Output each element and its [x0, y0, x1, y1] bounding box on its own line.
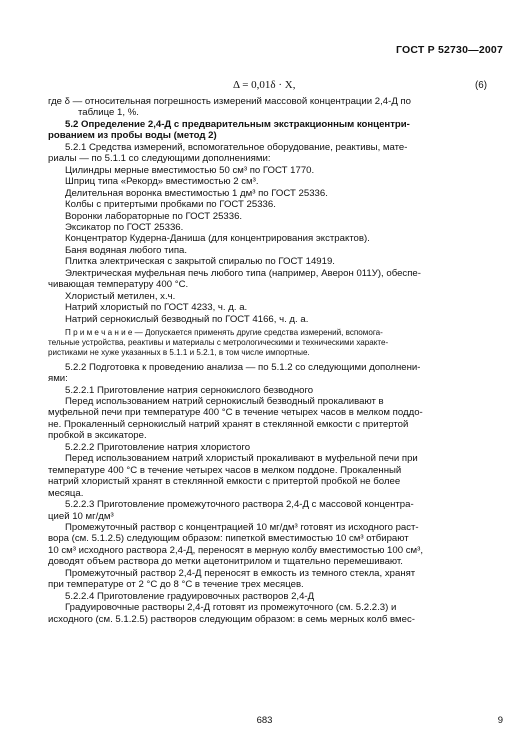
paragraph: 10 см³ исходного раствора 2,4-Д, переносят в мерную колбу вместимостью 100 см³, [48, 544, 423, 556]
list-item: Хлористый метилен, х.ч. [65, 290, 176, 302]
paragraph: вора (см. 5.1.2.5) следующим образом: пипеткой вместимостью 10 см³ отбирают [48, 533, 409, 545]
list-item: Натрий сернокислый безводный по ГОСТ 4166, ч. д. а. [65, 313, 309, 325]
list-item: Делительная воронка вместимостью 1 дм³ по ГОСТ 25336. [65, 187, 328, 199]
paragraph: где δ — относительная погрешность измерений массовой концентрации 2,4-Д по [48, 96, 412, 107]
note-line: тельные устройства, реактивы и материалы с метрологическими и техническими характе- [48, 338, 389, 348]
note-line: П р и м е ч а н и е — Допускается применять другие средства измерений, вспомога- [65, 328, 383, 338]
paragraph: исходного (см. 5.1.2.5) растворов следующим образом: в семь мерных колб вмес- [48, 613, 415, 625]
paragraph: 5.2.1 Средства измерений, вспомогательное оборудование, реактивы, мате- [65, 141, 408, 153]
page-number: 9 [497, 715, 503, 726]
subsection-heading: цией 10 мг/дм³ [48, 510, 114, 522]
subsection-heading: 5.2.2.2 Приготовление натрия хлористого [65, 441, 251, 453]
formula: Δ = 0,01δ · X, [233, 79, 296, 91]
list-item: Колбы с притертыми пробками по ГОСТ 25336. [65, 199, 276, 211]
list-item: Цилиндры мерные вместимостью 50 см³ по ГОСТ 1770. [65, 164, 315, 176]
paragraph: при температуре от 2 °С до 8 °С в течение трех месяцев. [48, 579, 304, 591]
list-item: Баня водяная любого типа. [65, 244, 188, 256]
note-line: ристиками не хуже указанных в 5.1.1 и 5.2.1, в том числе импортные. [48, 348, 310, 358]
section-heading: рованием из пробы воды (метод 2) [48, 130, 217, 142]
formula-number: (6) [475, 80, 487, 91]
list-item: Воронки лабораторные по ГОСТ 25336. [65, 210, 243, 222]
list-item: Натрий хлористый по ГОСТ 4233, ч. д. а. [65, 302, 248, 314]
paragraph: муфельной печи при температуре 400 °С в течение четырех часов в мелком поддо- [48, 407, 423, 419]
paragraph: Перед использованием натрий сернокислый безводный прокаливают в [65, 396, 384, 408]
standard-code: ГОСТ Р 52730—2007 [395, 44, 503, 56]
list-item: Электрическая муфельная печь любого типа (например, Аверон 011У), обеспе- [65, 267, 421, 279]
paragraph: риалы — по 5.1.1 со следующими дополнениями: [48, 153, 271, 165]
paragraph: доводят объем раствора до метки ацетонитрилом и тщательно перемешивают. [48, 556, 403, 568]
list-item: чивающая температуру 400 °С. [48, 279, 189, 291]
paragraph: пробкой в эксикаторе. [48, 430, 147, 442]
subsection-heading: 5.2.2.3 Приготовление промежуточного раствора 2,4-Д с массовой концентра- [65, 499, 414, 511]
list-item: Шприц типа «Рекорд» вместимостью 2 см³. [65, 176, 259, 188]
paragraph: месяца. [48, 487, 84, 499]
note [48, 328, 496, 359]
subsection-heading: 5.2.2.4 Приготовление градуировочных растворов 2,4-Д [65, 590, 315, 602]
subsection-heading: 5.2.2.1 Приготовление натрия сернокислого безводного [65, 384, 314, 396]
paragraph: натрий хлористый хранят в стеклянной емкости с притертой пробкой не более [48, 476, 401, 488]
paragraph: 5.2.2 Подготовка к проведению анализа — по 5.1.2 со следующими дополнени- [65, 361, 421, 373]
paragraph: температуре 400 °С в течение четырех часов в мелком поддоне. Прокаленный [48, 464, 402, 476]
paragraph: Градуировочные растворы 2,4-Д готовят из промежуточного (см. 5.2.2.3) и [65, 602, 397, 614]
paragraph: Промежуточный раствор 2,4-Д переносят в емкость из темного стекла, хранят [65, 567, 416, 579]
list-item: Концентратор Кудерна-Даниша (для концентрирования экстрактов). [65, 233, 370, 245]
section-heading: 5.2 Определение 2,4-Д с предварительным экстракционным концентри- [65, 118, 410, 130]
paragraph: таблице 1, %. [78, 107, 139, 119]
paragraph: ями: [48, 373, 68, 385]
document-body [48, 96, 496, 625]
paragraph: Перед использованием натрий хлористый прокаливают в муфельной печи при [65, 453, 418, 465]
paragraph: Промежуточный раствор с концентрацией 10 мг/дм³ готовят из исходного раст- [65, 522, 419, 534]
list-item: Эксикатор по ГОСТ 25336. [65, 221, 184, 233]
paragraph: не. Прокаленный сернокислый натрий хранят в стеклянной емкости с притертой [48, 418, 409, 430]
list-item: Плитка электрическая с закрытой спиралью по ГОСТ 14919. [65, 256, 335, 268]
page-number-center: 683 [256, 715, 273, 726]
